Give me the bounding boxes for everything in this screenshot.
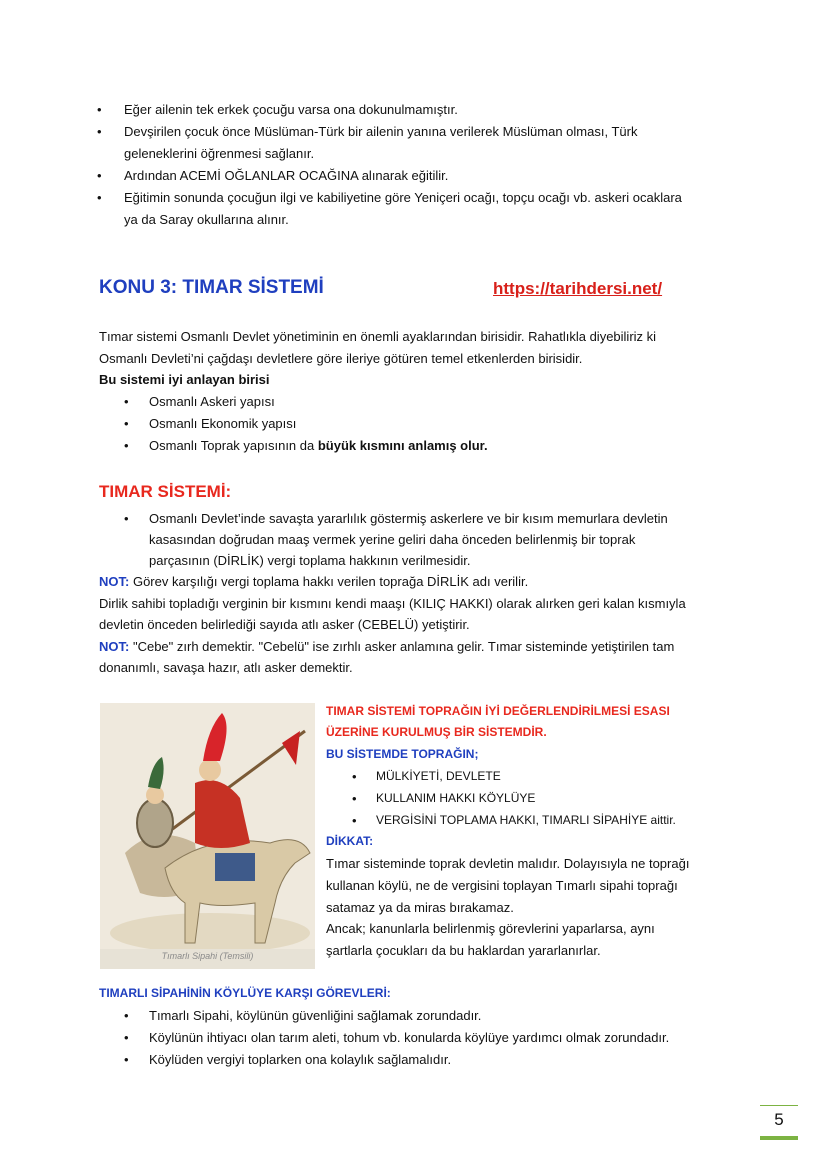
timar-heading: TIMAR SİSTEMİ: — [99, 482, 232, 501]
intro-bullet: Eğer ailenin tek erkek çocuğu varsa ona dokunulmamıştır. — [124, 102, 458, 117]
note-text: Görev karşılığı vergi toplama hakkı verilen toprağa DİRLİK adı verilir. — [129, 574, 529, 589]
bullet: • — [352, 769, 357, 784]
intro-bullet: Ardından ACEMİ OĞLANLAR OCAĞINA alınarak eğitilir. — [124, 168, 449, 183]
dikkat-line: satamaz ya da miras bırakamaz. — [326, 900, 514, 915]
dirlik-line: devletin önceden belirlediği sayıda atlı asker (CEBELÜ) yetiştirir. — [99, 617, 470, 632]
intro-para-line: Osmanlı Devleti’ni çağdaşı devletlere göre ileriye götüren temel etkenlerden birisidir. — [99, 351, 583, 366]
note-text: "Cebe" zırh demektir. "Cebelü" ise zırhlı asker anlamına gelir. Tımar sisteminde yetiştirilen tam — [129, 639, 675, 654]
note-label: NOT: — [99, 639, 130, 654]
page-number-box — [760, 1105, 798, 1140]
duties-heading: TIMARLI SİPAHİNİN KÖYLÜYE KARŞI GÖREVLERİ: — [99, 986, 391, 1000]
intro-para-line: Tımar sistemi Osmanlı Devlet yönetiminin en önemli ayaklarından birisidir. Rahatlıkla diyebiliriz ki — [99, 329, 657, 344]
bullet: • — [352, 791, 357, 806]
sipahi-illustration — [100, 703, 315, 969]
understand-item: Osmanlı Askeri yapısı — [149, 394, 275, 409]
bullet: • — [124, 438, 129, 453]
understand-item-last — [149, 435, 488, 456]
understand-heading: Bu sistemi iyi anlayan birisi — [99, 372, 270, 387]
intro-bullet: Eğitimin sonunda çocuğun ilgi ve kabiliyetine göre Yeniçeri ocağı, topçu ocağı vb. askeri ocaklara — [124, 190, 682, 205]
understand-last-bold: büyük kısmını anlamış olur. — [317, 438, 488, 453]
dikkat-line: Tımar sisteminde toprak devletin malıdır. Dolayısıyla ne toprağı — [326, 856, 690, 871]
bullet: • — [124, 511, 129, 526]
blue-subheading: BU SİSTEMDE TOPRAĞIN; — [326, 747, 479, 761]
bullet: • — [97, 124, 102, 139]
note-label: NOT: — [99, 574, 130, 589]
page-number: 5 — [774, 1110, 784, 1129]
bullet: • — [97, 190, 102, 205]
ownership-item: KULLANIM HAKKI KÖYLÜYE — [376, 791, 536, 805]
understand-item: Osmanlı Ekonomik yapısı — [149, 416, 297, 431]
bullet: • — [124, 1052, 129, 1067]
bullet: • — [352, 813, 357, 828]
bullet: • — [97, 102, 102, 117]
dirlik-line: Dirlik sahibi topladığı verginin bir kısmını kendi maaşı (KILIÇ HAKKI) olarak alırken geri kalan kısmıyla — [99, 596, 686, 611]
section-title: KONU 3: TIMAR SİSTEMİ — [99, 277, 324, 298]
note-1 — [99, 571, 528, 592]
bullet: • — [97, 168, 102, 183]
note-2-cont: donanımlı, savaşa hazır, atlı asker demektir. — [99, 660, 353, 675]
dikkat-line: şartlarla çocukları da bu haklardan yararlanırlar. — [326, 943, 601, 958]
sipahi-image — [100, 703, 315, 969]
duty-item: Tımarlı Sipahi, köylünün güvenliğini sağlamak zorundadır. — [149, 1008, 482, 1023]
intro-bullet-cont: geleneklerini öğrenmesi sağlanır. — [124, 146, 315, 161]
timar-bullet-line: kasasından doğrudan maaş vermek yerine geliri daha önceden belirlenmiş bir toprak — [149, 532, 636, 547]
ownership-item: VERGİSİNİ TOPLAMA HAKKI, TIMARLI SİPAHİYE aittir. — [376, 813, 676, 827]
intro-bullet: Devşirilen çocuk önce Müslüman-Türk bir ailenin yanına verilerek Müslüman olması, Türk — [124, 124, 638, 139]
bullet: • — [124, 1030, 129, 1045]
duty-item: Köylünün ihtiyacı olan tarım aleti, tohum vb. konularda köylüye yardımcı olmak zorundadır. — [149, 1030, 670, 1045]
dikkat-label: DİKKAT: — [326, 834, 374, 848]
timar-bullet-line: parçasının (DİRLİK) vergi toplama hakkının verilmesidir. — [149, 553, 471, 568]
red-heading-line: TIMAR SİSTEMİ TOPRAĞIN İYİ DEĞERLENDİRİLMESİ ESASI — [326, 704, 670, 718]
bullet: • — [124, 394, 129, 409]
understand-last-prefix: Osmanlı Toprak yapısının da — [149, 438, 318, 453]
timar-bullet-line: Osmanlı Devlet’inde savaşta yararlılık göstermiş askerlere ve bir kısım memurlara devletin — [149, 511, 668, 526]
dikkat-line: Ancak; kanunlarla belirlenmiş görevlerini yaparlarsa, aynı — [326, 921, 655, 936]
bullet: • — [124, 416, 129, 431]
ownership-item: MÜLKİYETİ, DEVLETE — [376, 769, 501, 783]
bullet: • — [124, 1008, 129, 1023]
duty-item: Köylüden vergiyi toplarken ona kolaylık sağlamalıdır. — [149, 1052, 452, 1067]
site-link[interactable]: https://tarihdersi.net/ — [493, 279, 663, 298]
image-caption: Tımarlı Sipahi (Temsili) — [161, 951, 254, 961]
dikkat-line: kullanan köylü, ne de vergisini toplayan Tımarlı sipahi toprağı — [326, 878, 678, 893]
red-heading-line: ÜZERİNE KURULMUŞ BİR SİSTEMDİR. — [326, 725, 547, 739]
intro-bullet-cont: ya da Saray okullarına alınır. — [124, 212, 289, 227]
note-2 — [99, 636, 674, 657]
